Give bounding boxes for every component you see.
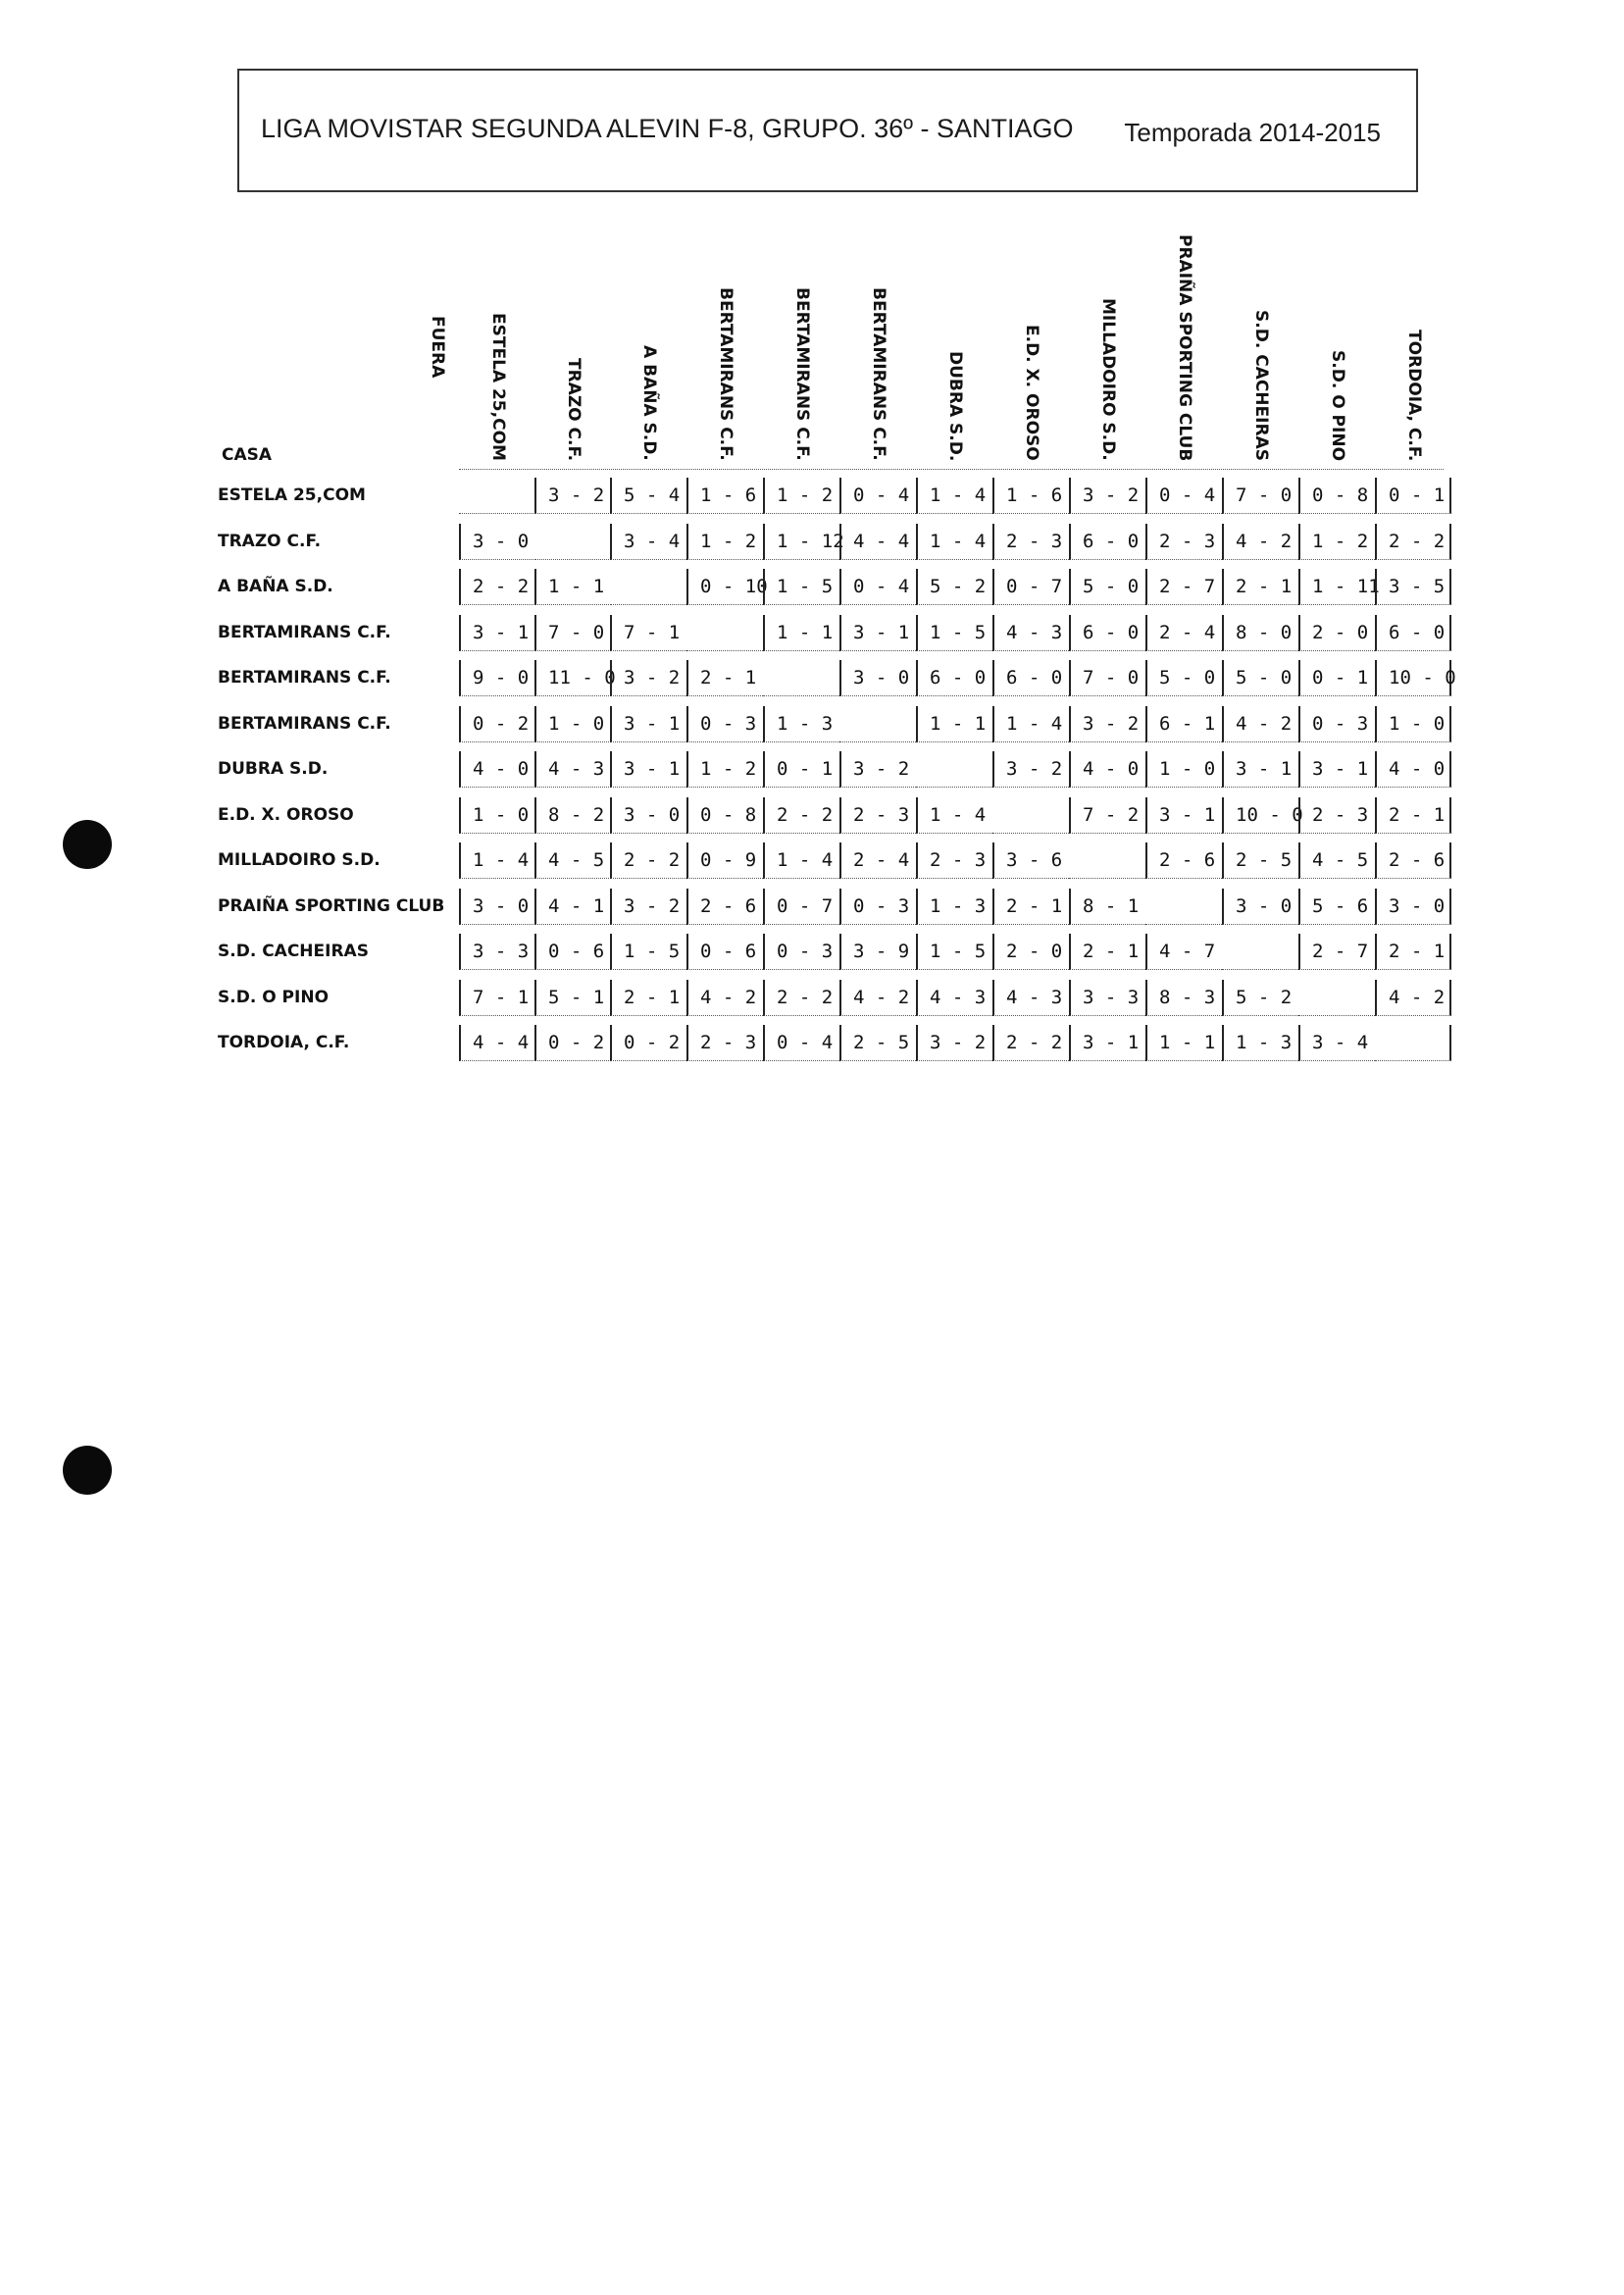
result-cell: 0 - 1 bbox=[1375, 478, 1451, 514]
column-header: BERTAMIRANS C.F. bbox=[869, 287, 888, 461]
result-cell: 3 - 1 bbox=[839, 615, 916, 651]
result-cell: 2 - 2 bbox=[610, 842, 686, 879]
result-cell: 1 - 0 bbox=[534, 706, 611, 742]
result-cell: 2 - 1 bbox=[1222, 569, 1298, 605]
result-cell: 1 - 2 bbox=[1298, 524, 1375, 560]
result-cell: 2 - 1 bbox=[1375, 934, 1451, 970]
column-header: A BAÑA S.D. bbox=[639, 345, 659, 461]
result-cell: 2 - 2 bbox=[992, 1025, 1069, 1061]
result-cell: 2 - 4 bbox=[839, 842, 916, 879]
home-label: CASA bbox=[222, 445, 273, 465]
result-cell: 5 - 6 bbox=[1298, 889, 1375, 925]
result-cell: 2 - 1 bbox=[686, 660, 763, 696]
result-cell: 4 - 3 bbox=[992, 615, 1069, 651]
row-team-label: ESTELA 25,COM bbox=[218, 485, 366, 505]
result-cell: 1 - 1 bbox=[763, 615, 839, 651]
column-header: TRAZO C.F. bbox=[564, 357, 584, 461]
result-cell: 10 - 0 bbox=[1375, 660, 1451, 696]
result-cell: 3 - 2 bbox=[916, 1025, 992, 1061]
result-cell: 3 - 2 bbox=[839, 751, 916, 788]
result-cell: 4 - 2 bbox=[1375, 980, 1451, 1016]
result-cell: 1 - 3 bbox=[763, 706, 839, 742]
result-cell: 4 - 3 bbox=[992, 980, 1069, 1016]
result-cell: 2 - 0 bbox=[1298, 615, 1375, 651]
column-header: BERTAMIRANS C.F. bbox=[716, 287, 736, 461]
result-cell: 2 - 3 bbox=[916, 842, 992, 879]
punch-hole-bottom bbox=[63, 1446, 112, 1495]
result-cell: 1 - 5 bbox=[916, 934, 992, 970]
result-cell-empty bbox=[610, 569, 686, 605]
result-cell-empty bbox=[534, 524, 611, 560]
result-cell: 4 - 5 bbox=[1298, 842, 1375, 879]
page-title: LIGA MOVISTAR SEGUNDA ALEVIN F-8, GRUPO. 36º - SANTIAGO bbox=[261, 114, 1074, 143]
result-cell: 0 - 4 bbox=[763, 1025, 839, 1061]
result-cell-empty bbox=[839, 706, 916, 742]
result-cell: 3 - 6 bbox=[992, 842, 1069, 879]
result-cell: 1 - 1 bbox=[1145, 1025, 1222, 1061]
result-cell: 3 - 3 bbox=[459, 934, 535, 970]
result-cell: 6 - 0 bbox=[916, 660, 992, 696]
result-cell: 4 - 2 bbox=[686, 980, 763, 1016]
away-label: FUERA bbox=[428, 316, 447, 379]
result-cell: 3 - 2 bbox=[610, 889, 686, 925]
result-cell: 2 - 1 bbox=[992, 889, 1069, 925]
result-cell: 3 - 1 bbox=[459, 615, 535, 651]
row-team-label: S.D. CACHEIRAS bbox=[218, 942, 369, 961]
result-cell-empty bbox=[1375, 1025, 1451, 1061]
result-cell: 6 - 0 bbox=[992, 660, 1069, 696]
row-team-label: A BAÑA S.D. bbox=[218, 577, 333, 596]
result-cell: 3 - 1 bbox=[1222, 751, 1298, 788]
result-cell: 4 - 4 bbox=[839, 524, 916, 560]
result-cell: 1 - 11 bbox=[1298, 569, 1375, 605]
result-cell: 3 - 3 bbox=[1069, 980, 1145, 1016]
row-team-label: E.D. X. OROSO bbox=[218, 804, 354, 825]
row-team-label: S.D. O PINO bbox=[218, 987, 330, 1007]
result-cell: 3 - 0 bbox=[610, 797, 686, 834]
result-cell: 3 - 4 bbox=[1298, 1025, 1375, 1061]
result-cell: 4 - 2 bbox=[1222, 706, 1298, 742]
result-cell: 0 - 10 bbox=[686, 569, 763, 605]
result-cell: 3 - 1 bbox=[610, 706, 686, 742]
result-cell: 3 - 2 bbox=[1069, 478, 1145, 514]
result-cell: 4 - 2 bbox=[839, 980, 916, 1016]
result-cell: 3 - 1 bbox=[1069, 1025, 1145, 1061]
result-cell: 1 - 4 bbox=[916, 478, 992, 514]
result-cell: 5 - 2 bbox=[916, 569, 992, 605]
result-cell: 4 - 3 bbox=[916, 980, 992, 1016]
result-cell: 8 - 1 bbox=[1069, 889, 1145, 925]
result-cell: 0 - 8 bbox=[1298, 478, 1375, 514]
result-cell: 1 - 1 bbox=[534, 569, 611, 605]
result-cell: 6 - 0 bbox=[1069, 524, 1145, 560]
result-cell: 2 - 7 bbox=[1145, 569, 1222, 605]
result-cell: 2 - 2 bbox=[1375, 524, 1451, 560]
result-cell: 7 - 1 bbox=[459, 980, 535, 1016]
column-header: S.D. CACHEIRAS bbox=[1251, 310, 1271, 461]
result-cell: 2 - 1 bbox=[610, 980, 686, 1016]
result-cell-empty bbox=[916, 751, 992, 788]
row-team-label: BERTAMIRANS C.F. bbox=[218, 713, 391, 734]
result-cell: 6 - 0 bbox=[1375, 615, 1451, 651]
result-cell-empty bbox=[459, 478, 535, 514]
column-header: PRAIÑA SPORTING CLUB bbox=[1175, 233, 1194, 461]
result-cell: 2 - 2 bbox=[763, 980, 839, 1016]
result-cell: 3 - 2 bbox=[992, 751, 1069, 788]
result-cell: 3 - 0 bbox=[459, 889, 535, 925]
result-cell: 0 - 2 bbox=[610, 1025, 686, 1061]
result-cell: 1 - 3 bbox=[916, 889, 992, 925]
result-cell: 4 - 1 bbox=[534, 889, 611, 925]
result-cell: 7 - 2 bbox=[1069, 797, 1145, 834]
result-cell: 2 - 5 bbox=[839, 1025, 916, 1061]
result-cell: 3 - 2 bbox=[534, 478, 611, 514]
row-team-label: MILLADOIRO S.D. bbox=[218, 850, 381, 870]
result-cell: 4 - 0 bbox=[1375, 751, 1451, 788]
result-cell: 11 - 0 bbox=[534, 660, 611, 696]
result-cell: 3 - 0 bbox=[839, 660, 916, 696]
result-cell: 0 - 3 bbox=[1298, 706, 1375, 742]
result-cell: 8 - 0 bbox=[1222, 615, 1298, 651]
result-cell: 5 - 2 bbox=[1222, 980, 1298, 1016]
result-cell: 2 - 6 bbox=[1375, 842, 1451, 879]
result-cell: 1 - 12 bbox=[763, 524, 839, 560]
result-cell: 6 - 0 bbox=[1069, 615, 1145, 651]
result-cell: 5 - 0 bbox=[1145, 660, 1222, 696]
result-cell: 2 - 3 bbox=[839, 797, 916, 834]
result-cell: 4 - 4 bbox=[459, 1025, 535, 1061]
result-cell: 3 - 4 bbox=[610, 524, 686, 560]
result-cell-empty bbox=[686, 615, 763, 651]
result-cell: 4 - 5 bbox=[534, 842, 611, 879]
result-cell: 7 - 0 bbox=[1069, 660, 1145, 696]
result-cell: 1 - 3 bbox=[1222, 1025, 1298, 1061]
result-cell-empty bbox=[1298, 980, 1375, 1016]
result-cell: 7 - 0 bbox=[1222, 478, 1298, 514]
result-cell: 0 - 7 bbox=[992, 569, 1069, 605]
result-cell: 1 - 0 bbox=[1375, 706, 1451, 742]
result-cell: 1 - 6 bbox=[686, 478, 763, 514]
result-cell: 2 - 4 bbox=[1145, 615, 1222, 651]
result-cell: 1 - 5 bbox=[916, 615, 992, 651]
result-cell: 5 - 0 bbox=[1069, 569, 1145, 605]
result-cell: 2 - 6 bbox=[1145, 842, 1222, 879]
column-header: DUBRA S.D. bbox=[945, 350, 965, 461]
result-cell: 3 - 1 bbox=[1145, 797, 1222, 834]
row-team-label: TRAZO C.F. bbox=[218, 531, 322, 551]
result-cell: 0 - 3 bbox=[686, 706, 763, 742]
result-cell: 1 - 4 bbox=[763, 842, 839, 879]
result-cell: 0 - 1 bbox=[1298, 660, 1375, 696]
result-cell: 10 - 0 bbox=[1222, 797, 1298, 834]
result-cell: 1 - 4 bbox=[916, 797, 992, 834]
result-cell-empty bbox=[1222, 934, 1298, 970]
result-cell: 3 - 2 bbox=[610, 660, 686, 696]
column-header: MILLADOIRO S.D. bbox=[1098, 298, 1118, 461]
result-cell: 5 - 1 bbox=[534, 980, 611, 1016]
result-cell: 4 - 3 bbox=[534, 751, 611, 788]
column-header: E.D. X. OROSO bbox=[1022, 325, 1041, 461]
result-cell: 0 - 9 bbox=[686, 842, 763, 879]
result-cell: 1 - 1 bbox=[916, 706, 992, 742]
result-cell: 6 - 1 bbox=[1145, 706, 1222, 742]
column-header: ESTELA 25,COM bbox=[488, 313, 508, 461]
result-cell: 0 - 6 bbox=[686, 934, 763, 970]
result-cell: 7 - 0 bbox=[534, 615, 611, 651]
result-cell: 5 - 4 bbox=[610, 478, 686, 514]
result-cell: 0 - 3 bbox=[763, 934, 839, 970]
result-cell-empty bbox=[992, 797, 1069, 834]
result-cell: 3 - 9 bbox=[839, 934, 916, 970]
result-cell: 1 - 0 bbox=[1145, 751, 1222, 788]
result-cell: 1 - 4 bbox=[459, 842, 535, 879]
result-cell: 1 - 2 bbox=[763, 478, 839, 514]
result-cell: 0 - 3 bbox=[839, 889, 916, 925]
column-header: BERTAMIRANS C.F. bbox=[792, 287, 812, 461]
result-cell: 1 - 2 bbox=[686, 751, 763, 788]
result-cell-empty bbox=[763, 660, 839, 696]
result-cell: 8 - 2 bbox=[534, 797, 611, 834]
result-cell: 3 - 1 bbox=[610, 751, 686, 788]
result-cell-empty bbox=[1069, 842, 1145, 879]
result-cell: 1 - 0 bbox=[459, 797, 535, 834]
result-cell: 3 - 0 bbox=[459, 524, 535, 560]
table-top-rule bbox=[459, 469, 1444, 470]
result-cell: 2 - 2 bbox=[763, 797, 839, 834]
row-team-label: TORDOIA, C.F. bbox=[218, 1033, 350, 1052]
result-cell: 2 - 3 bbox=[1145, 524, 1222, 560]
result-cell: 0 - 4 bbox=[839, 569, 916, 605]
result-cell: 2 - 2 bbox=[459, 569, 535, 605]
result-cell: 2 - 1 bbox=[1069, 934, 1145, 970]
result-cell: 8 - 3 bbox=[1145, 980, 1222, 1016]
column-header: S.D. O PINO bbox=[1328, 349, 1347, 461]
result-cell: 1 - 5 bbox=[610, 934, 686, 970]
result-cell: 4 - 0 bbox=[459, 751, 535, 788]
result-cell: 1 - 6 bbox=[992, 478, 1069, 514]
row-team-label: BERTAMIRANS C.F. bbox=[218, 622, 391, 642]
season-label: Temporada 2014-2015 bbox=[1124, 118, 1381, 147]
result-cell: 2 - 3 bbox=[992, 524, 1069, 560]
result-cell: 0 - 8 bbox=[686, 797, 763, 834]
row-team-label: BERTAMIRANS C.F. bbox=[218, 668, 391, 688]
title-box bbox=[237, 69, 1418, 192]
result-cell: 2 - 7 bbox=[1298, 934, 1375, 970]
result-cell: 3 - 5 bbox=[1375, 569, 1451, 605]
result-cell: 2 - 3 bbox=[1298, 797, 1375, 834]
result-cell: 5 - 0 bbox=[1222, 660, 1298, 696]
column-header: TORDOIA, C.F. bbox=[1404, 329, 1424, 461]
result-cell: 1 - 5 bbox=[763, 569, 839, 605]
result-cell: 2 - 6 bbox=[686, 889, 763, 925]
result-cell: 4 - 0 bbox=[1069, 751, 1145, 788]
result-cell: 2 - 1 bbox=[1375, 797, 1451, 834]
row-team-label: DUBRA S.D. bbox=[218, 759, 329, 779]
punch-hole-top bbox=[63, 820, 112, 869]
result-cell: 0 - 2 bbox=[534, 1025, 611, 1061]
result-cell: 2 - 5 bbox=[1222, 842, 1298, 879]
result-cell: 7 - 1 bbox=[610, 615, 686, 651]
result-cell: 3 - 1 bbox=[1298, 751, 1375, 788]
result-cell: 0 - 4 bbox=[1145, 478, 1222, 514]
result-cell: 2 - 3 bbox=[686, 1025, 763, 1061]
result-cell: 4 - 2 bbox=[1222, 524, 1298, 560]
result-cell: 4 - 7 bbox=[1145, 934, 1222, 970]
result-cell: 0 - 2 bbox=[459, 706, 535, 742]
result-cell: 3 - 2 bbox=[1069, 706, 1145, 742]
result-cell: 1 - 4 bbox=[916, 524, 992, 560]
result-cell: 3 - 0 bbox=[1222, 889, 1298, 925]
result-cell: 0 - 6 bbox=[534, 934, 611, 970]
result-cell: 1 - 4 bbox=[992, 706, 1069, 742]
result-cell: 3 - 0 bbox=[1375, 889, 1451, 925]
result-cell-empty bbox=[1145, 889, 1222, 925]
row-team-label: PRAIÑA SPORTING CLUB bbox=[218, 895, 445, 916]
result-cell: 9 - 0 bbox=[459, 660, 535, 696]
result-cell: 0 - 1 bbox=[763, 751, 839, 788]
result-cell: 0 - 7 bbox=[763, 889, 839, 925]
result-cell: 0 - 4 bbox=[839, 478, 916, 514]
result-cell: 2 - 0 bbox=[992, 934, 1069, 970]
result-cell: 1 - 2 bbox=[686, 524, 763, 560]
